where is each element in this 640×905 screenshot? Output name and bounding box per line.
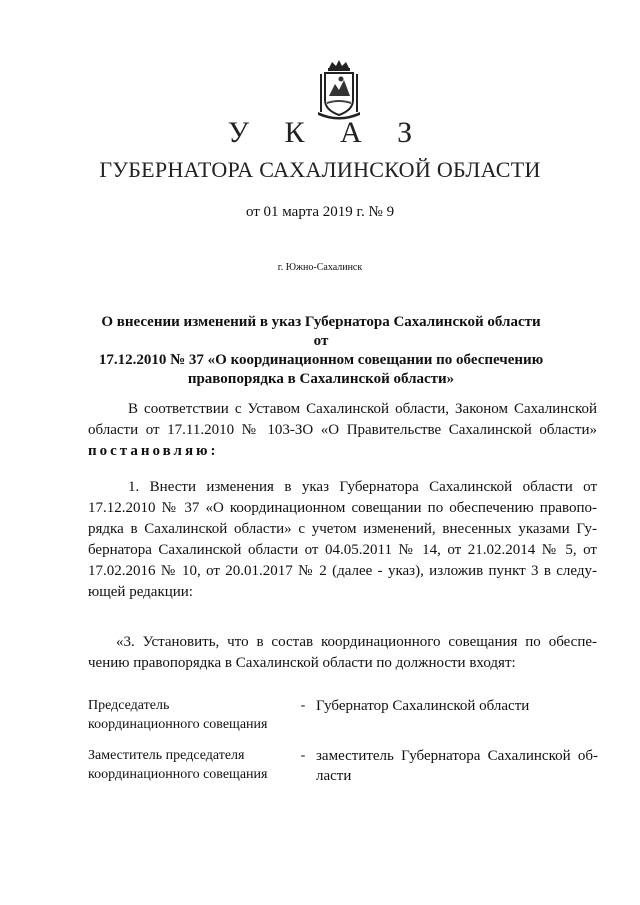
decree-word: постановляю: (88, 443, 219, 459)
date-number-line: от 01 марта 2019 г. № 9 (245, 204, 395, 220)
city-line: г. Южно-Сахалинск (277, 262, 363, 273)
paragraph-line: ющей редакции: (88, 584, 193, 600)
clause-1-paragraph (88, 477, 597, 603)
role-line: координационного совещания (88, 717, 268, 732)
paragraph-line: 1. Внести изменения в указ Губернатора Сахалинской области от (128, 479, 597, 495)
role-line: Председатель (88, 698, 170, 713)
paragraph-line: бернатора Сахалинской области от 04.05.2011 № 14, от 21.02.2014 № 5, от (88, 542, 597, 558)
document-heading (96, 313, 546, 389)
paragraph-line: чению правопорядка в Сахалинской области по должности входят: (88, 655, 516, 671)
member-row (88, 746, 598, 796)
position-line: Губернатор Сахалинской области (316, 698, 530, 714)
member-position (316, 746, 598, 786)
member-row (88, 696, 598, 746)
member-position (316, 696, 598, 716)
sakhalin-coat-of-arms-icon (317, 60, 361, 120)
members-table (88, 696, 598, 796)
paragraph-line: В соответствии с Уставом Сахалинской области, Законом Сахалинской (128, 401, 597, 417)
paragraph-line: области от 17.11.2010 № 103-ЗО «О Правительстве Сахалинской области» (88, 422, 597, 438)
issuer-title: ГУБЕРНАТОРА САХАЛИНСКОЙ ОБЛАСТИ (99, 157, 541, 182)
member-role (88, 696, 288, 734)
paragraph-line: рядка в Сахалинской области» с учетом изменений, внесенных указами Гу- (88, 521, 597, 537)
preamble-paragraph (88, 399, 597, 462)
clause-3-paragraph (88, 632, 597, 674)
paragraph-line: «3. Установить, что в состав координационного совещания по обеспе- (116, 634, 597, 650)
heading-line: 17.12.2010 № 37 «О координационном совещании по обеспечению (98, 352, 544, 368)
paragraph-line: 17.12.2010 № 37 «О координационном совещании по обеспечению правопо- (88, 500, 597, 516)
position-line: ласти (316, 768, 352, 784)
position-line: заместитель Губернатора Сахалинской об- (316, 748, 598, 764)
separator-dash: - (300, 748, 306, 763)
role-line: координационного совещания (88, 767, 268, 782)
separator-dash: - (300, 698, 306, 713)
heading-line: О внесении изменений в указ Губернатора Сахалинской области от (101, 314, 541, 349)
document-type-title: У К А З (227, 116, 427, 149)
role-line: Заместитель председателя (88, 748, 245, 763)
member-role (88, 746, 288, 784)
paragraph-line: 17.02.2016 № 10, от 20.01.2017 № 2 (далее - указ), изложив пункт 3 в следу- (88, 563, 597, 579)
heading-line: правопорядка в Сахалинской области» (187, 371, 455, 387)
